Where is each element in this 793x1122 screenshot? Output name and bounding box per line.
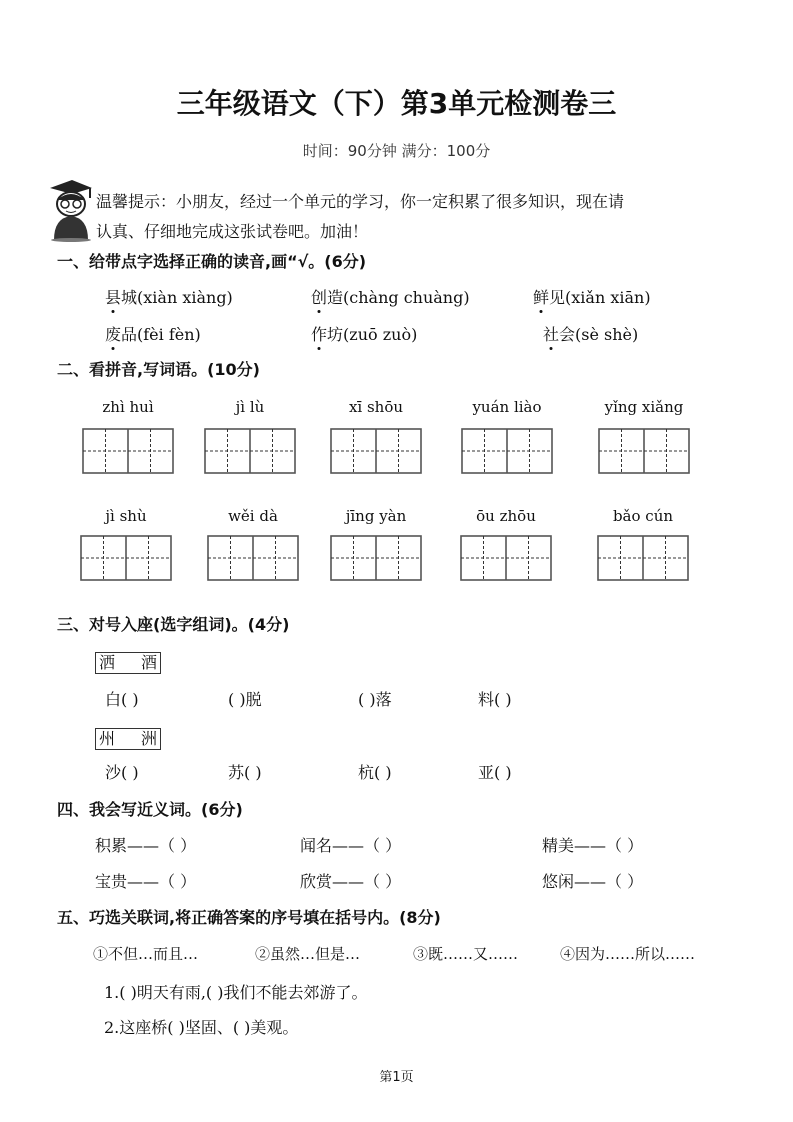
tianzige-grid [330,535,422,581]
synonym-blank[interactable]: 宝贵——（ ） [95,872,197,891]
pronunciation-item [533,290,651,306]
fill-blank[interactable]: 沙( ) [105,763,139,782]
dotted-char: 作 [311,325,328,344]
tianzige-grid [461,428,553,474]
char-choice-box [95,652,161,674]
pinyin-label: yǐng xiǎng [604,398,684,416]
pinyin-label: jīng yàn [345,507,407,525]
item-text: 城(xiàn xiàng) [121,288,233,307]
item-text: 品(fèi fèn) [121,325,201,344]
item-text: 坊(zuō zuò) [327,325,418,344]
synonym-blank[interactable]: 积累——（ ） [95,836,197,855]
choice-char: 州 [99,729,116,748]
tianzige-grid [207,535,299,581]
pronunciation-item [311,290,470,306]
pronunciation-item [105,290,233,306]
writing-grid[interactable] [597,535,689,581]
fill-blank[interactable]: 亚( ) [478,763,512,782]
fill-blank[interactable]: 杭( ) [358,763,392,782]
char-choice-box [95,728,161,750]
writing-grid[interactable] [598,428,690,474]
dotted-char: 创 [311,288,328,307]
synonym-blank[interactable]: 欣赏——（ ） [300,872,402,891]
fill-blank[interactable]: ( )落 [358,690,392,709]
tianzige-grid [598,428,690,474]
choice-char: 洲 [140,729,157,748]
writing-grid[interactable] [460,535,552,581]
tianzige-grid [330,428,422,474]
item-text: 造(chàng chuàng) [327,288,470,307]
pronunciation-item [543,327,638,343]
question-blank[interactable]: 1.( )明天有雨,( )我们不能去郊游了。 [104,983,368,1002]
fill-blank[interactable]: 白( ) [105,690,139,709]
tianzige-grid [204,428,296,474]
pinyin-label: yuán liào [472,398,542,416]
tianzige-grid [82,428,174,474]
writing-grid[interactable] [461,428,553,474]
page-title: 三年级语文（下）第3单元检测卷三 [176,87,617,120]
conjunction-option: ④因为……所以…… [560,945,696,963]
writing-grid[interactable] [80,535,172,581]
section-3-heading: 三、对号入座(选字组词)。(4分) [57,615,290,634]
synonym-blank[interactable]: 精美——（ ） [542,836,644,855]
writing-grid[interactable] [82,428,174,474]
choice-char: 酒 [140,653,157,672]
pinyin-label: ōu zhōu [476,507,536,525]
fill-blank[interactable]: 苏( ) [228,763,262,782]
conjunction-option: ②虽然…但是… [255,945,361,963]
graduate-mascot-icon [48,178,94,242]
dotted-char: 鲜 [533,288,550,307]
section-4-heading: 四、我会写近义词。(6分) [57,800,243,819]
synonym-blank[interactable]: 闻名——（ ） [300,836,402,855]
conjunction-option: ①不但…而且… [93,945,199,963]
writing-grid[interactable] [207,535,299,581]
dotted-char: 废 [105,325,122,344]
tianzige-grid [80,535,172,581]
page-number: 第1页 [379,1070,414,1085]
pinyin-label: zhì huì [102,398,154,416]
choice-char: 洒 [99,653,116,672]
pinyin-label: xī shōu [348,398,404,416]
pinyin-label: wěi dà [228,507,278,525]
dotted-char: 县 [105,288,122,307]
tianzige-grid [597,535,689,581]
pinyin-label: jì shù [105,507,147,525]
fill-blank[interactable]: 料( ) [478,690,512,709]
writing-grid[interactable] [330,535,422,581]
dotted-char: 社 [543,325,560,344]
fill-blank[interactable]: ( )脱 [228,690,262,709]
conjunction-option: ③既……又…… [413,945,519,963]
tip-line-1: 温馨提示：小朋友，经过一个单元的学习，你一定积累了很多知识，现在请 [96,192,625,211]
tip-line-2: 认真、仔细地完成这张试卷吧。加油！ [96,222,369,241]
exam-info: 时间：90分钟 满分：100分 [302,142,491,160]
pinyin-label: jì lù [235,398,265,416]
pinyin-label: bǎo cún [612,507,674,525]
pronunciation-item [311,327,417,343]
item-text: 会(sè shè) [559,325,639,344]
section-2-heading: 二、看拼音,写词语。(10分) [57,360,260,379]
section-1-heading: 一、给带点字选择正确的读音,画“√。(6分) [57,252,367,271]
section-5-heading: 五、巧选关联词,将正确答案的序号填在括号内。(8分) [57,908,441,927]
pronunciation-item [105,327,201,343]
writing-grid[interactable] [330,428,422,474]
synonym-blank[interactable]: 悠闲——（ ） [542,872,644,891]
item-text: 见(xiǎn xiān) [549,288,651,307]
writing-grid[interactable] [204,428,296,474]
question-blank[interactable]: 2.这座桥( )坚固、( )美观。 [104,1018,299,1037]
tianzige-grid [460,535,552,581]
